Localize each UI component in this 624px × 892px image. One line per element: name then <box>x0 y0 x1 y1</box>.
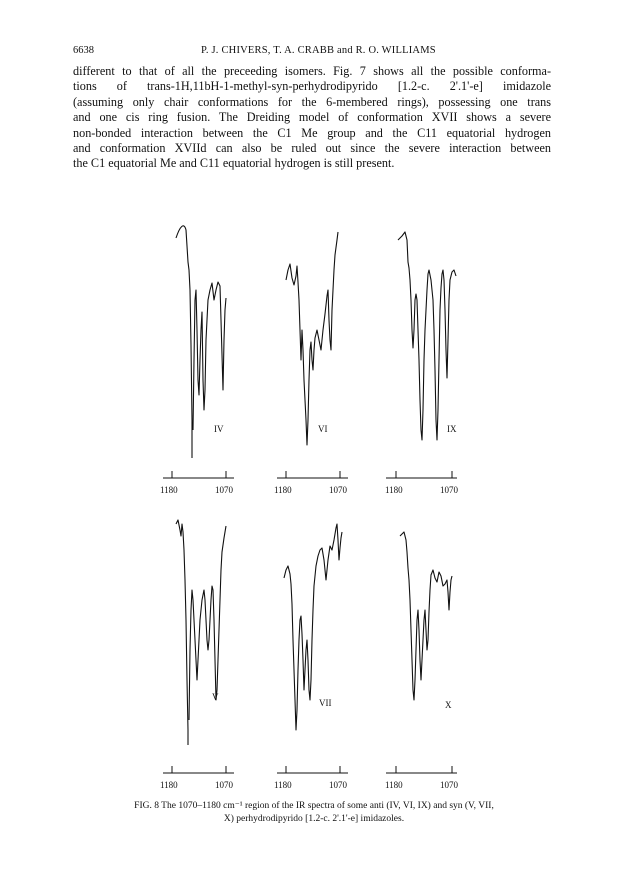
tick-label-vii-left: 1180 <box>274 780 292 790</box>
body-line: (assuming only chair conformations for the 6-membered rings), possessing one trans <box>73 94 551 109</box>
caption-line-1: FIG. 8 The 1070–1180 cm⁻¹ region of the IR spectra of some anti (IV, VI, IX) and syn (V, VII, <box>134 801 494 811</box>
caption-line-2: X) perhydrodipyrido [1.2-c. 2'.1'-e] imidazoles. <box>223 814 405 824</box>
spectrum-label-v: V <box>212 692 219 702</box>
tick-label-v-left: 1180 <box>160 780 178 790</box>
tick-label-iv-left: 1180 <box>160 485 178 495</box>
tick-label-x-left: 1180 <box>385 780 403 790</box>
spectrum-label-ix: IX <box>447 424 457 434</box>
tick-label-iv-right: 1070 <box>215 485 233 495</box>
spectrum-label-iv: IV <box>214 424 224 434</box>
tick-label-x-right: 1070 <box>440 780 458 790</box>
page-number: 6638 <box>73 45 94 56</box>
spectrum-trace-ix <box>398 232 456 440</box>
tick-label-v-right: 1070 <box>215 780 233 790</box>
body-line: the C1 equatorial Me and C11 equatorial hydrogen is still present. <box>73 156 395 171</box>
body-line: different to that of all the preceeding isomers. Fig. 7 shows all the possible conforma- <box>73 64 551 78</box>
body-line: and conformation XVIId can also be ruled out since the severe interaction between <box>73 141 551 156</box>
tick-label-vi-right: 1070 <box>329 485 347 495</box>
running-head: P. J. CHIVERS, T. A. CRABB and R. O. WILLIAMS <box>201 45 436 56</box>
tick-label-ix-right: 1070 <box>440 485 458 495</box>
spectrum-trace-x <box>400 532 452 700</box>
body-line: and one cis ring fusion. The Dreiding model of conformation XVII shows a severe <box>73 110 551 125</box>
tick-label-vi-left: 1180 <box>274 485 292 495</box>
body-line: non-bonded interaction between the C1 Me group and the C11 equatorial hydrogen <box>73 125 551 140</box>
tick-label-ix-left: 1180 <box>385 485 403 495</box>
figure-caption <box>90 800 538 826</box>
spectrum-label-vii: VII <box>319 698 332 708</box>
spectrum-trace-vi <box>286 232 338 445</box>
spectrum-label-vi: VI <box>318 424 328 434</box>
spectrum-label-x: X <box>445 700 452 710</box>
body-line: tions of trans-1H,11bH-1-methyl-syn-perhydrodipyrido [1.2-c. 2'.1'-e] imidazole <box>73 79 551 94</box>
spectrum-trace-vii <box>284 524 342 730</box>
tick-label-vii-right: 1070 <box>329 780 347 790</box>
spectrum-trace-v <box>176 520 226 745</box>
